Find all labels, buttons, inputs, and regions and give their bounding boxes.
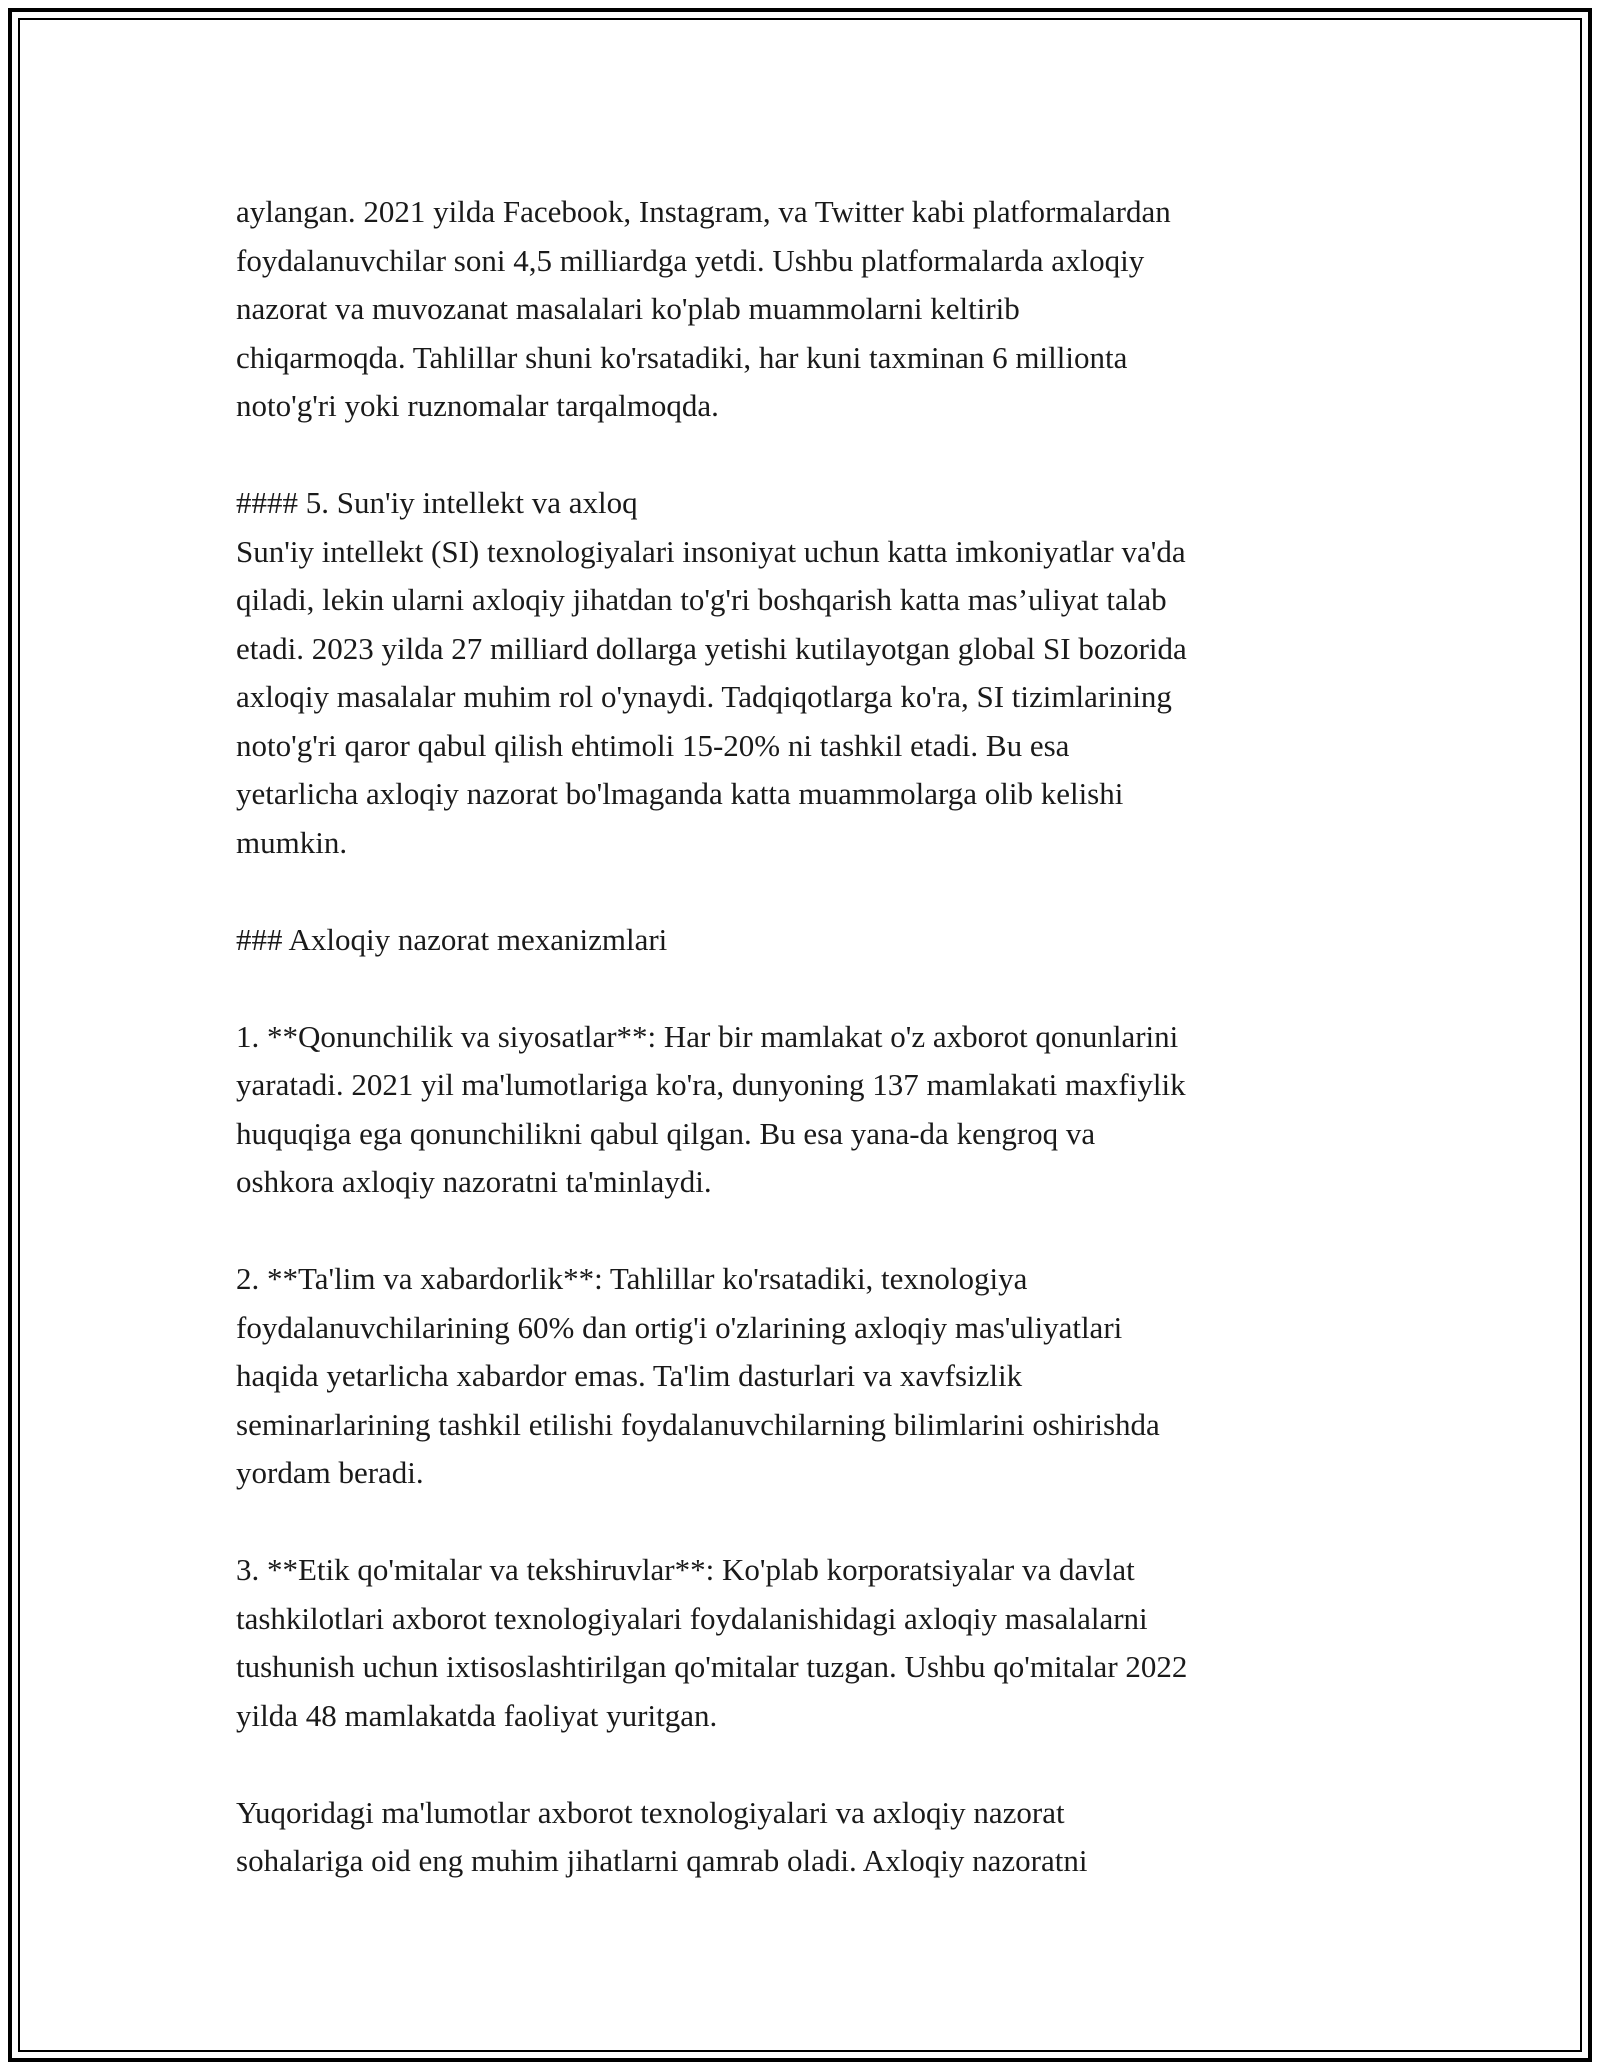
text-line: aylangan. 2021 yilda Facebook, Instagram, va Twitter kabi platformalardan [236, 194, 1171, 229]
text-line: yetarlicha axloqiy nazorat bo'lmaganda katta muammolarga olib kelishi [236, 776, 1124, 811]
text-line: noto'g'ri yoki ruznomalar tarqalmoqda. [236, 388, 719, 423]
text-line: Yuqoridagi ma'lumotlar axborot texnologiyalari va axloqiy nazorat [236, 1794, 1065, 1830]
text-line: foydalanuvchilar soni 4,5 milliardga yetdi. Ushbu platformalarda axloqiy [236, 242, 1145, 278]
text-line: oshkora axloqiy nazoratni ta'minlaydi. [236, 1164, 712, 1199]
text-line: noto'g'ri qaror qabul qilish ehtimoli 15-20% ni tashkil etadi. Bu esa [236, 727, 1070, 763]
text-line: nazorat va muvozanat masalalari ko'plab muammolarni keltirib [236, 291, 1020, 326]
text-line: qiladi, lekin ularni axloqiy jihatdan to'g'ri boshqarish katta mas’uliyat talab [236, 582, 1167, 617]
section-heading: #### 5. Sun'iy intellekt va axloq [236, 485, 638, 520]
text-line: 3. **Etik qo'mitalar va tekshiruvlar**: Ko'plab korporatsiyalar va davlat [236, 1552, 1135, 1587]
text-line: huquqiga ega qonunchilikni qabul qilgan. Bu esa yana-da kengroq va [236, 1115, 1096, 1151]
text-line: yordam beradi. [236, 1455, 424, 1490]
text-line: chiqarmoqda. Tahlillar shuni ko'rsatadiki, har kuni taxminan 6 millionta [236, 339, 1128, 375]
text-line: etadi. 2023 yilda 27 milliard dollarga yetishi kutilayotgan global SI bozorida [236, 630, 1187, 666]
conclusion-paragraph [236, 1789, 1376, 1886]
text-line: yaratadi. 2021 yil ma'lumotlariga ko'ra, dunyoning 137 mamlakati maxfiylik [236, 1067, 1186, 1102]
list-item-2 [236, 1255, 1376, 1498]
text-line: 1. **Qonunchilik va siyosatlar**: Har bir mamlakat o'z axborot qonunlarini [236, 1018, 1179, 1054]
document-body [236, 188, 1376, 1934]
text-line: foydalanuvchilarining 60% dan ortig'i o'zlarining axloqiy mas'uliyatlari [236, 1309, 1123, 1345]
text-line: Sun'iy intellekt (SI) texnologiyalari insoniyat uchun katta imkoniyatlar va'da [236, 533, 1186, 569]
text-line: axloqiy masalalar muhim rol o'ynaydi. Tadqiqotlarga ko'ra, SI tizimlarining [236, 679, 1172, 714]
intro-paragraph [236, 188, 1376, 431]
text-line: seminarlarining tashkil etilishi foydalanuvchilarning bilimlarini oshirishda [236, 1406, 1160, 1442]
text-line: mumkin. [236, 824, 348, 860]
mechanisms-heading [236, 916, 1376, 965]
section-heading: ### Axloqiy nazorat mexanizmlari [236, 921, 668, 957]
text-line: tashkilotlari axborot texnologiyalari foydalanishidagi axloqiy masalalarni [236, 1600, 1148, 1636]
list-item-1 [236, 1013, 1376, 1207]
text-line: tushunish uchun ixtisoslashtirilgan qo'mitalar tuzgan. Ushbu qo'mitalar 2022 [236, 1649, 1188, 1684]
text-line: haqida yetarlicha xabardor emas. Ta'lim dasturlari va xavfsizlik [236, 1358, 1023, 1393]
section-5-paragraph [236, 479, 1376, 867]
text-line: sohalariga oid eng muhim jihatlarni qamrab oladi. Axloqiy nazoratni [236, 1843, 1088, 1878]
text-line: 2. **Ta'lim va xabardorlik**: Tahlillar ko'rsatadiki, texnologiya [236, 1261, 1028, 1296]
list-item-3 [236, 1546, 1376, 1740]
text-line: yilda 48 mamlakatda faoliyat yuritgan. [236, 1697, 718, 1733]
